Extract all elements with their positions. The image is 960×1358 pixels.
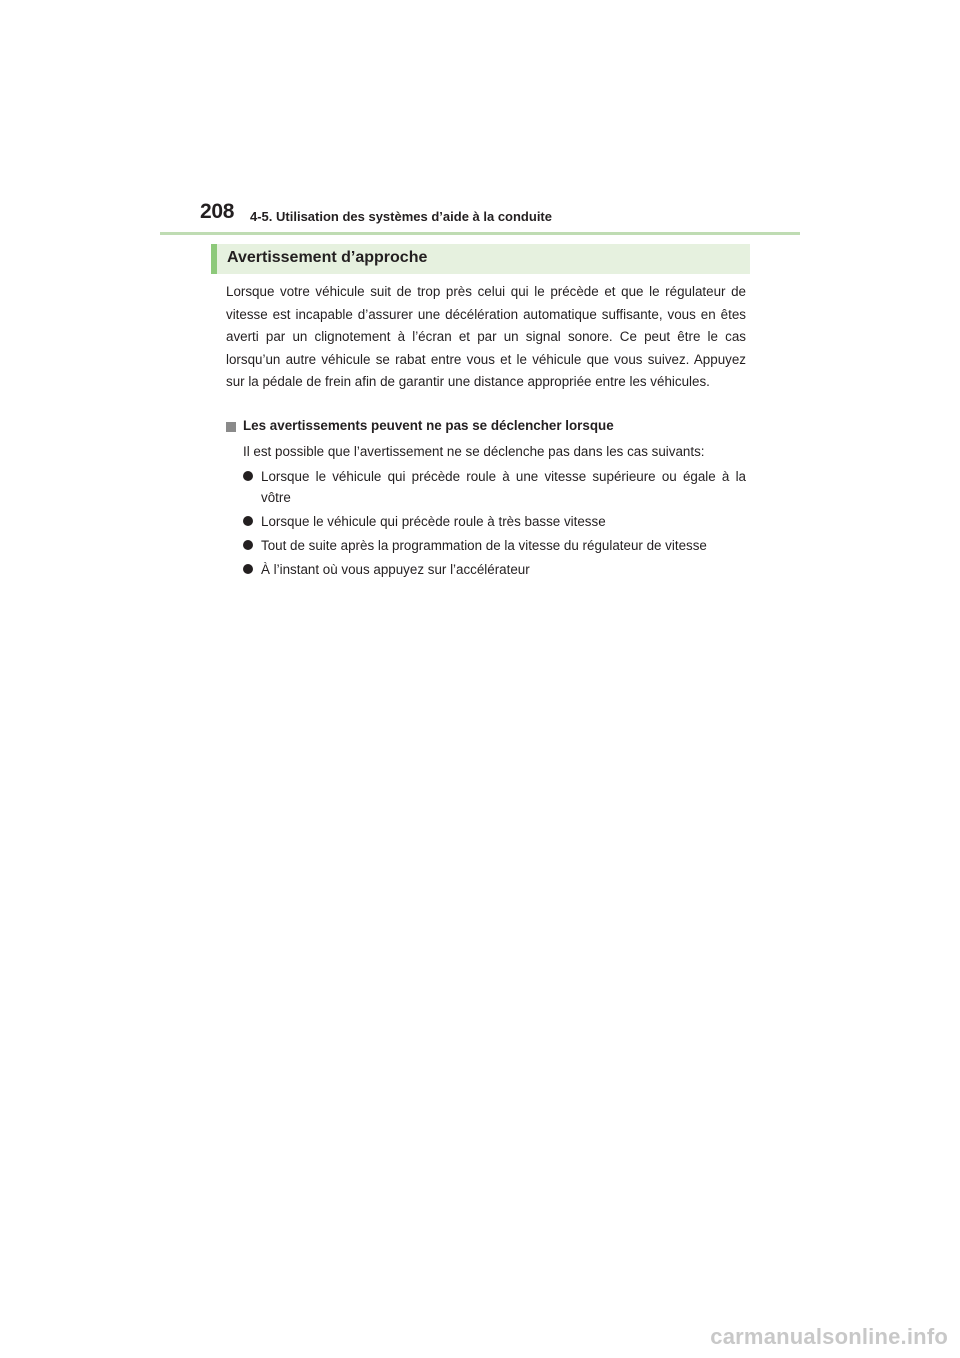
list-item-text: Lorsque le véhicule qui précède roule à une vitesse supérieure ou égale à la vôtre bbox=[261, 469, 746, 505]
square-bullet-icon bbox=[226, 422, 236, 432]
section-heading: Avertissement d’approche bbox=[227, 249, 428, 266]
bullet-dot-icon bbox=[243, 471, 253, 481]
list-item-text: Lorsque le véhicule qui précède roule à très basse vitesse bbox=[261, 514, 606, 529]
subsection-title: Les avertissements peuvent ne pas se déclencher lorsque bbox=[243, 418, 614, 433]
bullet-list bbox=[243, 466, 746, 583]
list-item-text: Tout de suite après la programmation de la vitesse du régulateur de vitesse bbox=[261, 538, 707, 553]
bullet-dot-icon bbox=[243, 540, 253, 550]
section-paragraph: Lorsque votre véhicule suit de trop près celui qui le précède et que le régulateur de vitesse est incapable d’assurer une décélération automatique suffisante, vous en êtes averti par un clignotement à l’écran et par un signal sonore. Ce peut être le cas lorsqu’un autre véhicule se rabat entre vous et le véhicule que vous suivez. Appuyez sur la pédale de frein afin de garantir une distance appropriée entre les véhicules. bbox=[226, 284, 746, 389]
list-item bbox=[243, 535, 746, 556]
page-header bbox=[160, 198, 800, 234]
watermark: carmanualsonline.info bbox=[710, 1324, 948, 1349]
list-item-text: À l’instant où vous appuyez sur l’accélérateur bbox=[261, 562, 530, 577]
bullet-dot-icon bbox=[243, 564, 253, 574]
header-divider bbox=[160, 232, 800, 235]
section-heading-bar bbox=[211, 244, 750, 274]
page-number: 208 bbox=[200, 200, 235, 223]
list-item bbox=[243, 511, 746, 532]
bullet-dot-icon bbox=[243, 516, 253, 526]
list-item bbox=[243, 559, 746, 580]
subsection-intro: Il est possible que l’avertissement ne se déclenche pas dans les cas suivants: bbox=[243, 444, 705, 459]
list-item bbox=[243, 466, 746, 508]
section-title: 4-5. Utilisation des systèmes d’aide à la conduite bbox=[250, 209, 552, 224]
